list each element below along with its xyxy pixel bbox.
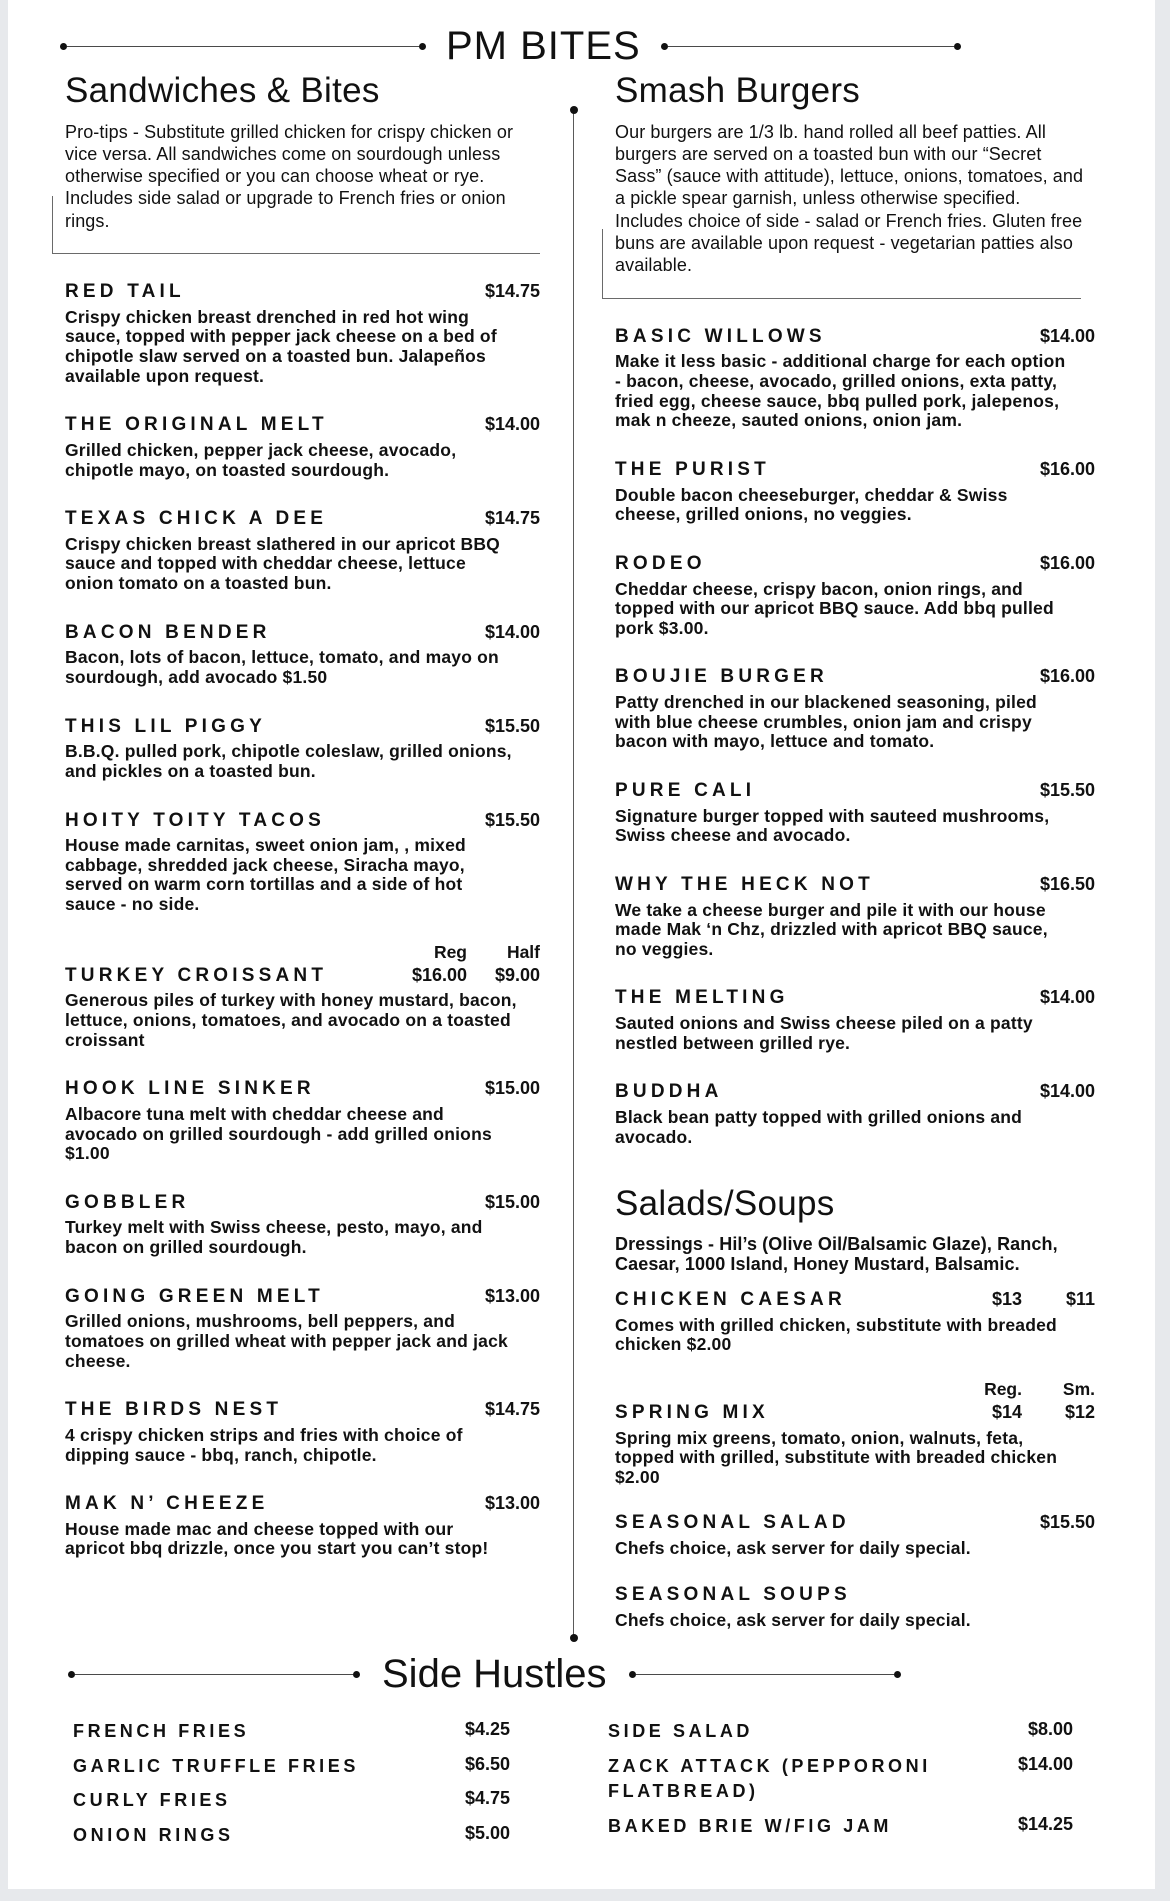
line-dot	[353, 1671, 360, 1678]
menu-item	[615, 873, 1095, 960]
item-description: Chefs choice, ask server for daily special.	[615, 1538, 971, 1559]
item-name: GOBBLER	[65, 1191, 190, 1213]
menu-item	[65, 413, 540, 480]
item-description: Crispy chicken breast slathered in our apricot BBQ sauce and topped with cheddar cheese, lettuce onion tomato on a toasted bun.	[65, 533, 500, 594]
item-price: $14.00	[1039, 987, 1095, 1008]
item-price: $16.00	[411, 964, 467, 985]
item-name: THIS LIL PIGGY	[65, 715, 266, 737]
decorative-line-right	[661, 43, 961, 50]
item-name: RED TAIL	[65, 281, 185, 303]
item-name: TEXAS CHICK A DEE	[65, 508, 328, 530]
item-price: $14.00	[1039, 325, 1095, 346]
section-side-hustles	[8, 1652, 1155, 1857]
menu-item	[65, 1492, 540, 1559]
item-price: $16.00	[1039, 666, 1095, 687]
item-price: $14.00	[1039, 1081, 1095, 1102]
menu-item	[615, 779, 1095, 846]
section-smash-burgers	[615, 72, 1095, 1654]
item-description: 4 crispy chicken strips and fries with choice of dipping sauce - bbq, ranch, chipotle.	[65, 1424, 463, 1465]
item-description: Spring mix greens, tomato, onion, walnuts, feta, topped with grilled, substitute with breaded chicken $2.00	[615, 1427, 1058, 1487]
menu-columns	[8, 72, 1155, 1654]
menu-item	[615, 1583, 1095, 1630]
menu-page	[8, 0, 1155, 1889]
item-price: $15.50	[1039, 1512, 1095, 1533]
menu-item	[615, 986, 1095, 1053]
item-description: Crispy chicken breast drenched in red hot wing sauce, topped with pepper jack cheese on a bed of chipotle slaw served on a toasted bun. Jalapeños available upon request.	[65, 306, 497, 386]
menu-item	[615, 458, 1095, 525]
item-name: BUDDHA	[615, 1081, 723, 1103]
item-description: Turkey melt with Swiss cheese, pesto, mayo, and bacon on grilled sourdough.	[65, 1217, 483, 1258]
decorative-line-right	[629, 1671, 901, 1678]
item-description: Signature burger topped with sauteed mushrooms, Swiss cheese and avocado.	[615, 805, 1050, 846]
menu-item	[615, 1379, 1095, 1488]
item-price: $16.50	[1039, 873, 1095, 894]
item-name: THE PURIST	[615, 458, 770, 480]
menu-item	[65, 507, 540, 594]
line-dot	[419, 43, 426, 50]
price-size-label-reg: Reg.	[984, 1378, 1022, 1399]
item-price: $14.75	[484, 1399, 540, 1420]
menu-item	[615, 665, 1095, 752]
item-name: ZACK ATTACK (PEPPORONI FLATBREAD)	[608, 1755, 931, 1802]
item-price-secondary: $9.00	[494, 964, 540, 985]
menu-item	[65, 621, 540, 688]
section-sandwiches-and-bites	[65, 72, 540, 1586]
item-description: Grilled onions, mushrooms, bell peppers, and tomatoes on grilled wheat with pepper jack and jack cheese.	[65, 1311, 508, 1371]
menu-item	[615, 552, 1095, 639]
price-size-label-reg: Reg	[433, 941, 467, 962]
item-price: $14.00	[484, 414, 540, 435]
item-name: WHY THE HECK NOT	[615, 873, 874, 895]
item-description: Generous piles of turkey with honey mustard, bacon, lettuce, onions, tomatoes, and avocado on a toasted croissant	[65, 990, 517, 1050]
menu-header	[60, 24, 961, 69]
sandwiches-item-list	[65, 280, 540, 1559]
item-price: $13.00	[484, 1285, 540, 1306]
item-description: Cheddar cheese, crispy bacon, onion rings, and topped with our apricot BBQ sauce. Add bbq pulled pork $3.00.	[615, 578, 1054, 638]
item-name: PURE CALI	[615, 779, 756, 801]
menu-item	[615, 1080, 1095, 1147]
burgers-intro-wrap	[615, 121, 1095, 299]
bracket-line	[602, 298, 1081, 299]
item-name: BASIC WILLOWS	[615, 325, 826, 347]
item-description: Comes with grilled chicken, substitute with breaded chicken $2.00	[615, 1314, 1057, 1355]
item-description: We take a cheese burger and pile it with our house made Mak ‘n Chz, drizzled with apricot BBQ sauce, no veggies.	[615, 899, 1048, 959]
bracket-line	[52, 196, 53, 254]
item-price: $15.00	[484, 1191, 540, 1212]
side-item	[608, 1814, 1073, 1840]
item-price: $15.50	[484, 715, 540, 736]
item-name: THE MELTING	[615, 987, 789, 1009]
section-title-salads: Salads/Soups	[615, 1184, 835, 1224]
menu-item	[65, 942, 540, 1051]
item-description: House made carnitas, sweet onion jam, , mixed cabbage, shredded jack cheese, Siracha mayo, served on warm corn tortillas and a side of hot sauce - no side.	[65, 835, 466, 915]
price-size-label-sm: Sm.	[1062, 1378, 1095, 1399]
item-description: Make it less basic - additional charge for each option - bacon, cheese, avocado, grilled onions, exta patty, fried egg, cheese sauce, bbq pulled pork, jalepenos, mak n cheeze, sauted onions, onion jam.	[615, 351, 1066, 431]
item-description: Bacon, lots of bacon, lettuce, tomato, and mayo on sourdough, add avocado $1.50	[65, 647, 499, 687]
decorative-line-left	[60, 43, 426, 50]
line-dot	[68, 1671, 75, 1678]
item-name: CURLY FRIES	[73, 1790, 231, 1811]
line-dot	[60, 43, 67, 50]
item-description: Patty drenched in our blackened seasoning, piled with blue cheese crumbles, onion jam and crispy bacon with mayo, lettuce and tomato.	[615, 692, 1037, 752]
item-price: $15.00	[484, 1078, 540, 1099]
menu-item	[615, 1511, 1095, 1558]
item-name: SEASONAL SOUPS	[615, 1583, 851, 1605]
item-price: $16.00	[1039, 552, 1095, 573]
bracket-line	[52, 253, 540, 254]
item-name: GARLIC TRUFFLE FRIES	[73, 1755, 359, 1776]
item-price-secondary: $11	[1065, 1288, 1095, 1309]
item-price: $4.75	[464, 1788, 510, 1809]
side-hustles-right-list	[608, 1719, 1073, 1857]
section-title-burgers: Smash Burgers	[615, 71, 861, 110]
item-price: $6.50	[464, 1753, 510, 1774]
price-size-labels	[615, 1379, 1095, 1400]
item-description: Sauted onions and Swiss cheese piled on a patty nestled between grilled rye.	[615, 1013, 1033, 1053]
sandwiches-intro: Pro-tips - Substitute grilled chicken for crispy chicken or vice versa. All sandwiches come on sourdough unless otherwise specified or you can choose wheat or rye. Includes side salad or upgrade to French fries or onion rings.	[65, 121, 514, 231]
item-name: THE BIRDS NEST	[65, 1399, 283, 1421]
item-price: $16.00	[1039, 458, 1095, 479]
side-item	[608, 1719, 1073, 1745]
item-name: BACON BENDER	[65, 621, 271, 643]
item-price: $15.50	[1039, 779, 1095, 800]
menu-item	[615, 1288, 1095, 1355]
burgers-item-list	[615, 325, 1095, 1147]
menu-item	[615, 325, 1095, 431]
item-price: $14.00	[1017, 1753, 1073, 1774]
item-name: HOITY TOITY TACOS	[65, 809, 326, 831]
menu-item	[65, 1398, 540, 1465]
sandwiches-intro-wrap	[65, 121, 540, 255]
item-price: $14.75	[484, 508, 540, 529]
item-description: Chefs choice, ask server for daily special.	[615, 1609, 971, 1630]
item-price-secondary: $12	[1064, 1401, 1095, 1422]
item-name: GOING GREEN MELT	[65, 1285, 324, 1307]
item-name: BOUJIE BURGER	[615, 666, 828, 688]
item-description: Grilled chicken, pepper jack cheese, avocado, chipotle mayo, on toasted sourdough.	[65, 439, 457, 480]
item-price: $4.25	[464, 1719, 510, 1739]
line-dot	[661, 43, 668, 50]
menu-item	[65, 1077, 540, 1164]
item-description: Black bean patty topped with grilled onions and avocado.	[615, 1106, 1023, 1147]
menu-item	[65, 1285, 540, 1372]
line-dot	[894, 1671, 901, 1678]
side-item	[73, 1788, 510, 1814]
menu-item	[65, 715, 540, 782]
item-name: SPRING MIX	[615, 1401, 769, 1423]
item-price: $14.00	[484, 621, 540, 642]
item-price: $13	[991, 1288, 1022, 1309]
item-name: RODEO	[615, 552, 706, 574]
item-name: SEASONAL SALAD	[615, 1512, 850, 1534]
section-title-side-hustles: Side Hustles	[382, 1652, 607, 1696]
item-name: FRENCH FRIES	[73, 1721, 250, 1741]
bracket-line	[602, 229, 603, 299]
price-size-label-half: Half	[506, 941, 540, 962]
item-name: MAK N’ CHEEZE	[65, 1493, 269, 1515]
page-title: PM BITES	[446, 24, 641, 68]
item-price: $15.50	[484, 809, 540, 830]
item-price: $8.00	[1027, 1719, 1073, 1739]
menu-item	[65, 1191, 540, 1258]
section-title-sandwiches: Sandwiches & Bites	[65, 71, 380, 110]
item-price: $14.75	[484, 281, 540, 302]
item-price: $14.25	[1017, 1813, 1073, 1834]
item-name: SIDE SALAD	[608, 1721, 754, 1741]
price-size-labels	[65, 942, 540, 963]
item-name: BAKED BRIE W/FIG JAM	[608, 1815, 893, 1836]
side-item	[73, 1823, 510, 1849]
side-item	[73, 1754, 510, 1780]
item-description: B.B.Q. pulled pork, chipotle coleslaw, grilled onions, and pickles on a toasted bun.	[65, 741, 512, 781]
item-price: $14	[991, 1401, 1022, 1422]
item-name: TURKEY CROISSANT	[65, 964, 328, 986]
side-hustles-columns	[8, 1719, 1155, 1857]
item-name: CHICKEN CAESAR	[615, 1288, 846, 1310]
section-salads-soups	[615, 1185, 1095, 1630]
menu-item	[65, 280, 540, 386]
salads-intro: Dressings - Hil’s (Olive Oil/Balsamic Glaze), Ranch, Caesar, 1000 Island, Honey Mustard, Balsamic.	[615, 1233, 1058, 1274]
side-item	[73, 1719, 510, 1745]
menu-item	[65, 809, 540, 915]
side-hustles-header	[68, 1652, 1155, 1697]
decorative-line-left	[68, 1671, 360, 1678]
salads-item-list	[615, 1288, 1095, 1630]
side-hustles-left-list	[73, 1719, 510, 1857]
side-item	[608, 1754, 1073, 1805]
item-name: THE ORIGINAL MELT	[65, 414, 328, 436]
line-dot	[629, 1671, 636, 1678]
line-dot	[954, 43, 961, 50]
item-description: Double bacon cheeseburger, cheddar & Swiss cheese, grilled onions, no veggies.	[615, 484, 1008, 525]
item-price: $5.00	[464, 1822, 510, 1843]
item-description: House made mac and cheese topped with our apricot bbq drizzle, once you start you can’t stop!	[65, 1518, 489, 1559]
item-name: HOOK LINE SINKER	[65, 1078, 315, 1100]
item-description: Albacore tuna melt with cheddar cheese and avocado on grilled sourdough - add grilled onions $1.00	[65, 1103, 492, 1164]
burgers-intro: Our burgers are 1/3 lb. hand rolled all beef patties. All burgers are served on a toasted bun with our “Secret Sass” (sauce with attitude), lettuce, onions, tomatoes, and a pickle spear garnish, unless otherwise specified. Includes choice of side - salad or French fries. Gluten free buns are available upon request - vegetarian patties also available.	[615, 121, 1084, 276]
item-name: ONION RINGS	[73, 1824, 234, 1845]
item-price: $13.00	[484, 1493, 540, 1514]
